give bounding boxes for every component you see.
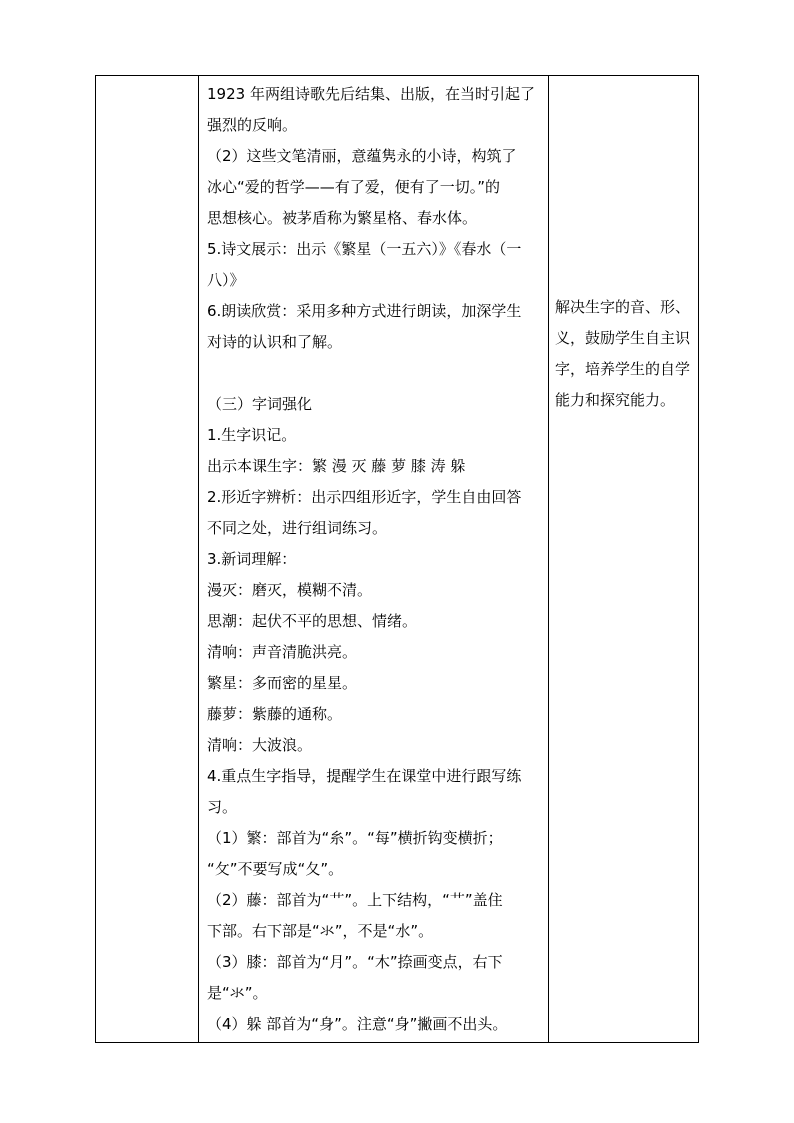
text-line: 1923 年两组诗歌先后结集、出版，在当时引起了 <box>207 85 535 103</box>
text-line: 2.形近字辨析：出示四组形近字，学生自由回答 <box>207 488 522 506</box>
text-line: 义，鼓励学生自主识 <box>555 329 691 347</box>
text-line: 清响：大波浪。 <box>207 736 313 754</box>
section-heading: （三）字词强化 <box>207 395 313 413</box>
text-line: 强烈的反响。 <box>207 116 298 134</box>
text-line: 3.新词理解： <box>207 550 297 568</box>
design-purpose-cell <box>549 76 698 1042</box>
text-line: （2）藤：部首为“艹”。上下结构，“艹”盖住 <box>207 891 503 909</box>
text-line: 出示本课生字：繁 漫 灭 藤 萝 膝 涛 躲 <box>207 457 466 475</box>
text-line: （1）繁：部首为“糸”。“每”横折钩变横折； <box>207 829 503 847</box>
text-line: 6.朗读欣赏：采用多种方式进行朗读，加深学生 <box>207 302 522 320</box>
design-purpose-text <box>555 292 693 416</box>
text-line: 对诗的认识和了解。 <box>207 333 343 351</box>
text-line: 是“氺”。 <box>207 984 268 1002</box>
text-line: 下部。右下部是“氺”，不是“水”。 <box>207 922 434 940</box>
text-line: （2）这些文笔清丽，意蕴隽永的小诗，构筑了 <box>207 147 517 165</box>
text-line: 4.重点生字指导，提醒学生在课堂中进行跟写练 <box>207 767 522 785</box>
text-line: 清响：声音清脆洪亮。 <box>207 643 358 661</box>
text-line: 八）》 <box>207 271 245 289</box>
text-line: 繁星：多而密的星星。 <box>207 674 358 692</box>
text-line: （3）膝：部首为“月”。“木”捺画变点，右下 <box>207 953 503 971</box>
text-line: （4）躲 部首为“身”。注意“身”撇画不出头。 <box>207 1015 508 1033</box>
text-line: 1.生字识记。 <box>207 426 297 444</box>
empty-column-cell <box>96 76 199 1042</box>
text-line: 不同之处，进行组词练习。 <box>207 519 388 537</box>
blank-line <box>207 358 543 389</box>
text-line: 5.诗文展示：出示《繁星（一五六）》《春水（一 <box>207 240 522 258</box>
text-line: 解决生字的音、形、 <box>555 298 691 316</box>
text-line: 漫灭：磨灭，模糊不清。 <box>207 581 373 599</box>
text-line: 思潮：起伏不平的思想、情绪。 <box>207 612 418 630</box>
lesson-table <box>95 75 699 1043</box>
teaching-process-cell <box>199 76 549 1042</box>
text-line: 藤萝：紫藤的通称。 <box>207 705 343 723</box>
text-line: 冰心“爱的哲学——有了爱，便有了一切。”的 <box>207 178 501 196</box>
text-line: 习。 <box>207 798 238 816</box>
text-line: “攵”不要写成“夂”。 <box>207 860 344 878</box>
text-line: 思想核心。被茅盾称为繁星格、春水体。 <box>207 209 478 227</box>
text-line: 能力和探究能力。 <box>555 391 676 409</box>
text-line: 字，培养学生的自学 <box>555 360 691 378</box>
